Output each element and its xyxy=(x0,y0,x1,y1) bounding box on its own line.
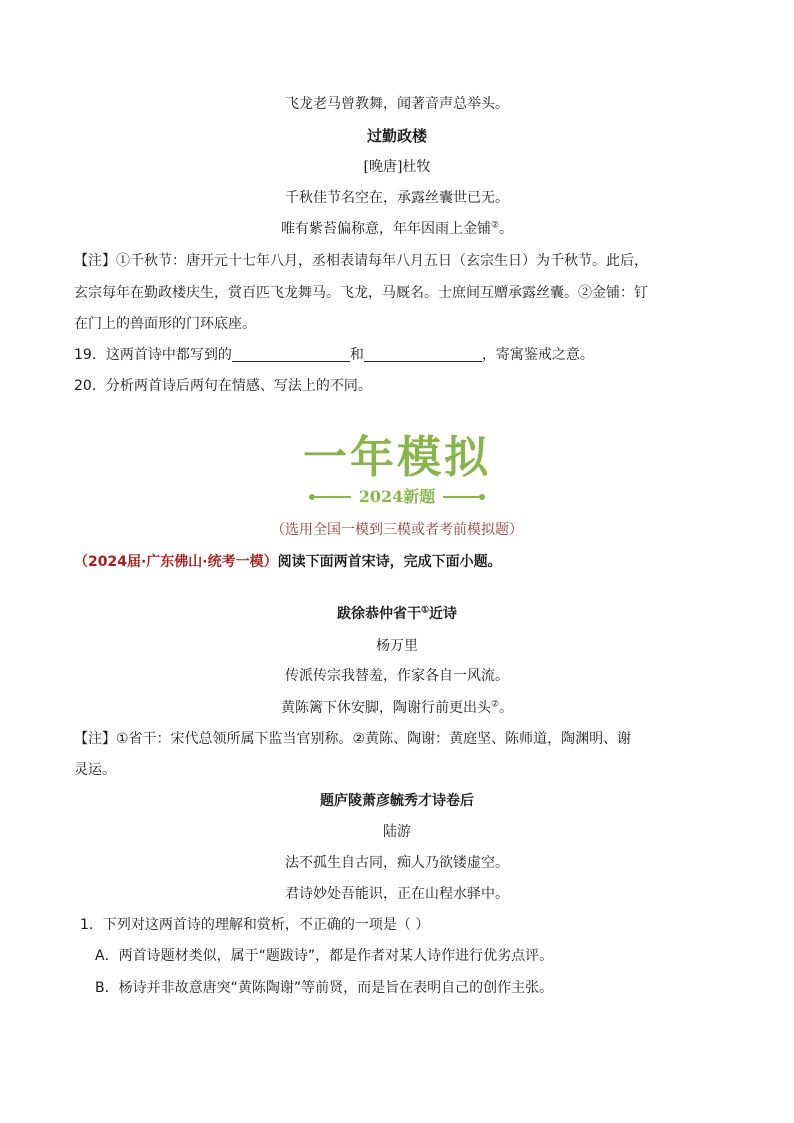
answer-blank[interactable] xyxy=(364,347,482,362)
poem-line: 飞龙老马曾教舞，闻著音声总举头。 xyxy=(285,96,509,112)
poem-title: 题庐陵萧彦毓秀才诗卷后 xyxy=(320,793,474,809)
poem-line: 千秋佳节名空在，承露丝囊世已无。 xyxy=(285,190,509,206)
note-line: 【注】①省干：宋代总领所属下监当官别称。②黄陈、陶谢：黄庭坚、陈师道，陶渊明、谢 xyxy=(74,731,632,747)
footnote-mark: ② xyxy=(490,220,500,231)
banner-subtitle-text: 2024新题 xyxy=(358,487,436,506)
poem-line: 黄陈篱下休安脚，陶谢行前更出头②。 xyxy=(280,699,514,716)
footnote-mark: ② xyxy=(490,699,500,710)
question-20: 20．分析两首诗后两句在情感、写法上的不同。 xyxy=(74,378,372,394)
banner-title: 一年模拟 xyxy=(303,432,491,483)
source-line xyxy=(74,552,734,572)
note-line: 灵运。 xyxy=(74,762,116,778)
question-1: 1．下列对这两首诗的理解和赏析，不正确的一项是（ ） xyxy=(80,917,430,933)
poem-line: 传派传宗我替羞，作家各自一风流。 xyxy=(285,668,509,684)
poem-line: 法不孤生自古同，痴人乃欲镂虚空。 xyxy=(285,855,509,871)
poem-title: 过勤政楼 xyxy=(366,127,427,145)
banner-subtitle xyxy=(307,486,487,508)
poem-line: 君诗妙处吾能识，正在山程水驿中。 xyxy=(285,886,509,902)
note-line: 【注】①千秋节：唐开元十七年八月，丞相表请每年八月五日（玄宗生日）为千秋节。此后， xyxy=(74,253,648,269)
footnote-mark: ① xyxy=(420,605,430,616)
answer-blank[interactable] xyxy=(232,347,350,362)
source-label: （2024届·广东佛山·统考一模） xyxy=(74,554,278,570)
scope-note: （选用全国一模到三模或者考前模拟题） xyxy=(271,522,523,538)
option-b[interactable]: B．杨诗并非故意唐突“黄陈陶谢”等前贤，而是旨在表明自己的创作主张。 xyxy=(95,980,554,996)
note-line: 玄宗每年在勤政楼庆生，赏百匹飞龙舞马。飞龙，马厩名。士庶间互赠承露丝囊。②金铺：钉 xyxy=(74,285,648,301)
option-a[interactable]: A．两首诗题材类似，属于“题跋诗”，都是作者对某人诗作进行优劣点评。 xyxy=(95,948,554,964)
instruction: 阅读下面两首宋诗，完成下面小题。 xyxy=(277,554,502,570)
poem-line: 唯有紫苔偏称意，年年因雨上金铺②。 xyxy=(280,220,514,237)
poem-author: [晚唐]杜牧 xyxy=(363,159,431,175)
question-19: 19．这两首诗中都写到的 和 ，寄寓鉴戒之意。 xyxy=(74,347,594,363)
poem-author: 杨万里 xyxy=(376,638,418,654)
poem-author: 陆游 xyxy=(383,824,411,840)
poem-title: 跋徐恭仲省干①近诗 xyxy=(336,605,458,622)
note-line: 在门上的兽面形的门环底座。 xyxy=(74,316,256,332)
